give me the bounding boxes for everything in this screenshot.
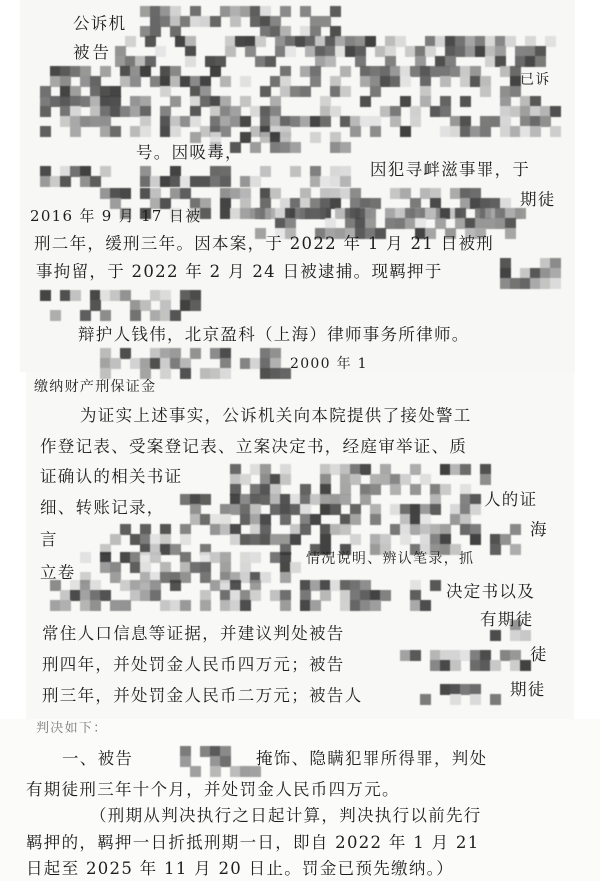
mosaic-cell: [420, 600, 431, 611]
doc-line: 缴纳财产刑保证金: [34, 379, 157, 395]
doc-line: 刑二年，缓刑三年。因本案，于 2022 年 1 月 21 日被刑: [34, 234, 495, 253]
mosaic-cell: [240, 76, 251, 87]
doc-line: 有期徒: [480, 610, 534, 629]
doc-line: 2000 年 1: [290, 356, 368, 372]
doc-line: 被告: [73, 43, 112, 62]
mosaic-cell: [90, 600, 101, 611]
doc-line: 已诉: [520, 72, 551, 88]
mosaic-cell: [170, 96, 181, 107]
mosaic-cell: [200, 494, 211, 505]
mosaic-cell: [60, 176, 71, 187]
mosaic-cell: [340, 142, 351, 153]
redaction-mosaic: [100, 348, 285, 372]
mosaic-cell: [180, 600, 191, 611]
redaction-mosaic: [390, 650, 525, 670]
mosaic-cell: [250, 176, 261, 187]
redaction-mosaic: [230, 464, 485, 490]
doc-line: 有期徒刑三年十个月，并处罚金人民币四万元。: [26, 780, 400, 799]
mosaic-cell: [160, 368, 171, 379]
mosaic-cell: [410, 650, 421, 661]
mosaic-cell: [290, 562, 301, 573]
mosaic-cell: [120, 600, 131, 611]
mosaic-cell: [280, 474, 291, 485]
mosaic-cell: [70, 290, 81, 301]
mosaic-cell: [210, 766, 221, 777]
mosaic-cell: [200, 208, 211, 219]
mosaic-cell: [110, 126, 121, 137]
doc-line: 事拘留，于 2022 年 2 月 24 日被逮捕。现羁押于: [36, 262, 443, 281]
doc-line: 一、被告: [62, 749, 134, 768]
mosaic-cell: [470, 534, 481, 545]
mosaic-cell: [190, 766, 201, 777]
mosaic-cell: [380, 590, 391, 601]
mosaic-cell: [280, 600, 291, 611]
redaction-mosaic: [40, 290, 200, 320]
mosaic-cell: [250, 142, 261, 153]
mosaic-cell: [180, 368, 191, 379]
redaction-mosaic: [80, 552, 300, 580]
mosaic-cell: [340, 66, 351, 77]
mosaic-cell: [110, 534, 121, 545]
mosaic-cell: [430, 504, 441, 515]
mosaic-cell: [350, 126, 361, 137]
mosaic-cell: [300, 524, 311, 535]
mosaic-cell: [240, 600, 251, 611]
mosaic-cell: [40, 106, 51, 117]
doc-line: 公诉机: [73, 14, 127, 33]
mosaic-cell: [550, 106, 561, 117]
mosaic-cell: [545, 36, 556, 47]
doc-line: 期徒: [520, 190, 556, 209]
redaction-mosaic: [140, 6, 340, 34]
mosaic-cell: [260, 166, 271, 177]
mosaic-cell: [450, 694, 461, 705]
mosaic-cell: [460, 96, 471, 107]
redaction-mosaic: [420, 684, 500, 704]
doc-line: 徒: [530, 645, 548, 664]
mosaic-cell: [490, 694, 501, 705]
doc-line: 号。因吸毒，: [136, 143, 243, 162]
mosaic-cell: [440, 76, 451, 87]
mosaic-cell: [535, 56, 546, 67]
doc-line: 立卷: [40, 563, 76, 582]
mosaic-cell: [80, 310, 91, 321]
redaction-mosaic: [115, 36, 560, 66]
doc-line: 刑四年，并处罚金人民币四万元；被告: [42, 655, 345, 674]
mosaic-cell: [310, 132, 321, 143]
doc-line: 掩饰、隐瞒犯罪所得罪，判处: [256, 749, 488, 768]
mosaic-cell: [410, 116, 421, 127]
mosaic-cell: [370, 126, 381, 137]
mosaic-cell: [450, 660, 461, 671]
mosaic-cell: [510, 524, 521, 535]
doc-line: 2016 年 9 月 17 日被: [30, 207, 202, 225]
doc-line: 常住人口信息等证据，并建议判处被告: [42, 624, 345, 643]
mosaic-cell: [370, 600, 381, 611]
mosaic-cell: [90, 176, 101, 187]
mosaic-cell: [220, 176, 231, 187]
mosaic-cell: [360, 96, 371, 107]
redaction-mosaic: [100, 524, 520, 548]
doc-line: 为证实上述事实，公诉机关向本院提供了接处警工: [80, 406, 472, 425]
mosaic-cell: [180, 534, 191, 545]
mosaic-cell: [250, 590, 261, 601]
mosaic-cell: [140, 126, 151, 137]
mosaic-cell: [400, 126, 411, 137]
doc-line: 判决如下：: [36, 721, 108, 736]
mosaic-cell: [60, 600, 71, 611]
mosaic-cell: [125, 36, 136, 47]
doc-line: 期徒: [510, 680, 546, 699]
mosaic-cell: [285, 46, 296, 57]
redaction-mosaic: [500, 258, 560, 282]
doc-line: 证确认的相关书证: [40, 467, 183, 486]
mosaic-cell: [40, 126, 51, 137]
mosaic-cell: [290, 142, 301, 153]
mosaic-cell: [190, 348, 201, 359]
mosaic-cell: [470, 504, 481, 515]
doc-line: 辩护人钱伟，北京盈科（上海）律师事务所律师。: [78, 325, 470, 344]
redaction-mosaic: [40, 96, 560, 128]
mosaic-cell: [420, 694, 431, 705]
mosaic-cell: [210, 16, 221, 27]
mosaic-cell: [170, 126, 181, 137]
doc-line: 海: [530, 520, 548, 539]
doc-line: 刑三年，并处罚金人民币二万元；被告人: [42, 686, 363, 705]
mosaic-cell: [550, 126, 561, 137]
mosaic-cell: [255, 36, 266, 47]
doc-line: 因犯寻衅滋事罪，于: [370, 160, 531, 179]
mosaic-cell: [505, 228, 516, 239]
mosaic-cell: [550, 278, 561, 289]
mosaic-cell: [155, 46, 166, 57]
mosaic-cell: [320, 590, 331, 601]
mosaic-cell: [40, 290, 51, 301]
mosaic-cell: [430, 580, 441, 591]
mosaic-cell: [280, 6, 291, 17]
mosaic-cell: [510, 544, 521, 555]
mosaic-cell: [320, 116, 331, 127]
mosaic-cell: [340, 176, 351, 187]
redaction-mosaic: [50, 580, 440, 606]
mosaic-cell: [190, 300, 201, 311]
mosaic-cell: [400, 76, 411, 87]
mosaic-cell: [130, 76, 141, 87]
mosaic-cell: [100, 166, 111, 177]
doc-line: 人的证: [484, 490, 538, 509]
mosaic-cell: [520, 630, 531, 641]
mosaic-cell: [480, 126, 491, 137]
redaction-mosaic: [40, 166, 360, 186]
mosaic-cell: [330, 6, 341, 17]
mosaic-cell: [290, 534, 301, 545]
mosaic-cell: [190, 132, 201, 143]
redaction-mosaic: [180, 494, 480, 520]
mosaic-cell: [310, 600, 321, 611]
redaction-mosaic: [40, 66, 515, 96]
mosaic-cell: [460, 464, 471, 475]
mosaic-cell: [480, 474, 491, 485]
redaction-mosaic: [255, 208, 520, 230]
mosaic-cell: [490, 630, 501, 641]
doc-line: 情况说明、辨认笔录，抓: [306, 551, 475, 567]
mosaic-cell: [50, 310, 61, 321]
mosaic-cell: [490, 544, 501, 555]
mosaic-cell: [530, 126, 541, 137]
doc-line: 日起至 2025 年 11 月 20 日止。罚金已预先缴纳。）: [26, 859, 455, 878]
doc-line: 羁押的，羁押一日折抵刑期一日，即自 2022 年 1 月 21: [26, 833, 480, 852]
scan-fragment-bottom: [0, 719, 600, 881]
redaction-mosaic: [180, 746, 255, 770]
mosaic-cell: [220, 368, 231, 379]
doc-line: 决定书以及: [446, 582, 535, 601]
mosaic-cell: [490, 660, 501, 671]
doc-line: 言: [40, 530, 58, 549]
mosaic-cell: [350, 534, 361, 545]
doc-line: （刑期从判决执行之日起计算，判决执行以前先行: [90, 806, 482, 825]
mosaic-cell: [310, 76, 321, 87]
mosaic-cell: [110, 358, 121, 369]
mosaic-cell: [225, 46, 236, 57]
mosaic-cell: [100, 66, 111, 77]
mosaic-cell: [290, 166, 301, 177]
mosaic-cell: [100, 310, 111, 321]
mosaic-cell: [200, 600, 211, 611]
mosaic-cell: [470, 694, 481, 705]
mosaic-cell: [130, 310, 141, 321]
doc-line: 作登记表、受案登记表、立案决定书，经庭审举证、质: [40, 437, 468, 456]
mosaic-cell: [250, 552, 261, 563]
mosaic-cell: [230, 16, 241, 27]
mosaic-cell: [170, 580, 181, 591]
mosaic-cell: [220, 76, 231, 87]
doc-line: 细、转账记录，: [40, 498, 165, 517]
mosaic-cell: [170, 310, 181, 321]
mosaic-cell: [70, 126, 81, 137]
mosaic-cell: [120, 188, 131, 199]
mosaic-cell: [80, 552, 91, 563]
